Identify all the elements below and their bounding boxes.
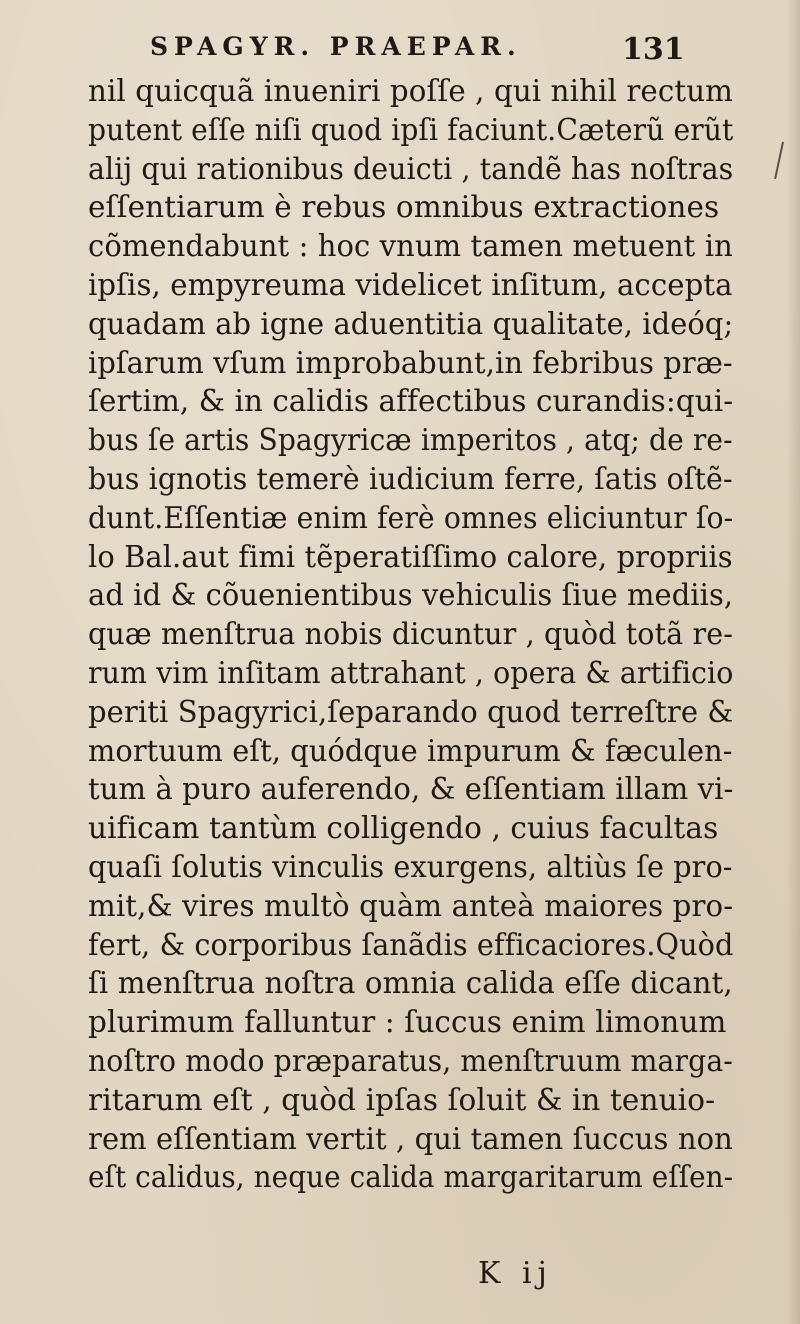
text-line: mit,& vires multò quàm anteà maiores pro-	[88, 888, 734, 923]
text-line: quaſi ſolutis vinculis exurgens, altiùs ſe pro-	[88, 849, 733, 884]
text-line: cõmendabunt : hoc vnum tamen metuent in	[88, 229, 733, 264]
text-line: bus ſe artis Spagyricæ imperitos , atq; de re-	[88, 423, 733, 458]
signature-mark: K ij	[478, 1256, 553, 1291]
text-line: nil quicquã inueniri poſſe , qui nihil rectum	[88, 74, 734, 108]
text-line: noſtro modo præparatus, menſtruum marga-	[88, 1043, 733, 1078]
text-line: quæ menſtrua nobis dicuntur , quòd totã re-	[88, 617, 733, 652]
text-line: eſt calidus, neque calida margaritarum eſſen-	[88, 1160, 734, 1195]
text-line: ipſis, empyreuma videlicet inſitum, accepta	[88, 267, 733, 302]
text-line: rum vim inſitam attrahant , opera & artificio	[88, 655, 734, 690]
running-head	[150, 28, 710, 67]
text-line: putent eſſe niſi quod ipſi faciunt.Cæterũ erũt	[88, 112, 734, 147]
text-line: ritarum eſt , quòd ipſas ſoluit & in tenuio-	[88, 1082, 716, 1117]
text-line: tum à puro auferendo, & eſſentiam illam vi-	[88, 772, 734, 807]
text-line: periti Spagyrici,ſeparando quod terreſtre &	[88, 694, 734, 729]
text-line: rem eſſentiam vertit , qui tamen ſuccus non	[88, 1121, 733, 1156]
text-line: lo Bal.aut fimi tẽperatiſſimo calore, propriis	[88, 539, 733, 574]
text-line: plurimum falluntur : ſuccus enim limonum	[88, 1005, 727, 1040]
body-text	[88, 72, 734, 1197]
text-line: bus ignotis temerè iudicium ferre, ſatis oſtẽ-	[88, 461, 733, 496]
text-line: ipſarum vſum improbabunt,in febribus præ-	[88, 345, 733, 380]
page-edge-shadow	[786, 0, 800, 1324]
text-line: alij qui rationibus deuicti , tandẽ has noſtras	[88, 151, 734, 186]
text-line: uificam tantùm colligendo , cuius facultas	[88, 811, 719, 846]
text-line: dunt.Eſſentiæ enim ferè omnes eliciuntur ſo-	[88, 500, 734, 535]
page-number: 131	[622, 32, 685, 67]
text-line: ſi menſtrua noſtra omnia calida eſſe dicant,	[88, 966, 733, 1001]
text-line: fert, & corporibus ſanãdis efficaciores.Quòd	[88, 927, 734, 962]
text-line: ſertim, & in calidis affectibus curandis:qui-	[88, 384, 734, 419]
running-title: SPAGYR. PRAEPAR.	[150, 32, 522, 61]
text-line: eſſentiarum è rebus omnibus extractiones	[88, 190, 720, 225]
text-line: ad id & cõuenientibus vehiculis ſiue mediis,	[88, 578, 734, 613]
text-line: mortuum eſt, quódque impurum & fæculen-	[88, 733, 733, 768]
text-line: quadam ab igne aduentitia qualitate, ideóq;	[88, 306, 734, 341]
